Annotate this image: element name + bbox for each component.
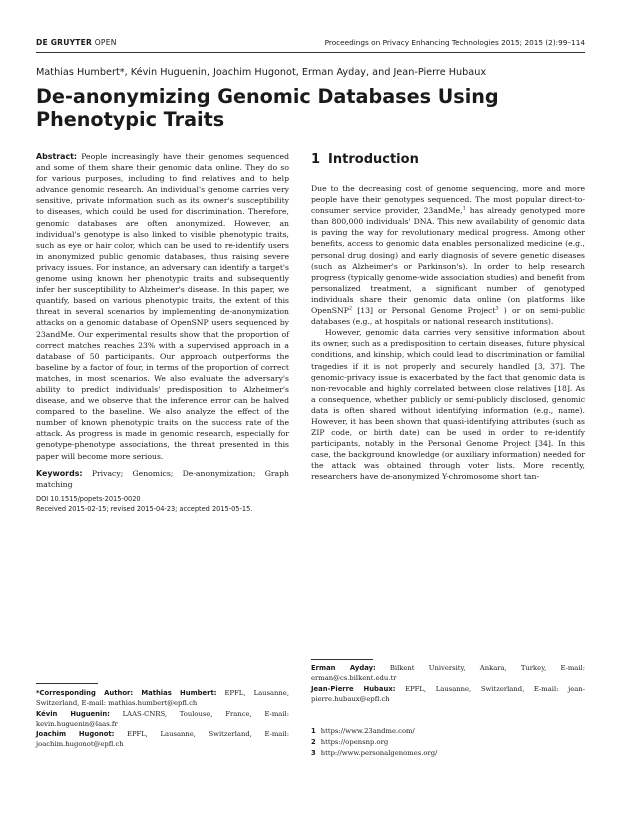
footnote-rule [311, 659, 373, 660]
received-dates: Received 2015-02-15; revised 2015-04-23; accepted 2015-05-15. [36, 505, 253, 514]
abstract-label: Abstract: [36, 152, 78, 161]
footnote-author-name: Kévin Huguenin: [36, 709, 110, 718]
footnote-rule [36, 683, 98, 684]
section-number: 1 [311, 152, 321, 167]
url-footnote-number: 2 [311, 738, 316, 746]
author-footnotes-right [311, 663, 585, 704]
publisher-logo: DE GRUYTER OPEN [36, 38, 117, 47]
abstract-text: People increasingly have their genomes sequenced and some of them share their genomic data online. They do so for various purposes, including to find relatives and to help advance genomic research. An individual's genome carries very sensitive, private information such as its owner's susceptibility to diseases, which could be used for discrimination. Therefore, genomic databases are often anonymized. However, an individual's genotype is also linked to visible phenotypic traits, such as eye or hair color, which can be used to re-identify users in anonymized public genomic databases, thus raising severe privacy issues. For instance, an adversary can identify a target's genome using known her phenotypic traits and subsequently infer her susceptibility to Alzheimer's disease. In this paper, we quantify, based on various phenotypic traits, the extent of this threat in several scenarios by implementing de-anonymization attacks on a genomic database of OpenSNP users sequenced by 23andMe. Our experimental results show that the proportion of correct matches reaches 23% with a supervised approach in a database of 50 participants. Our approach outperforms the baseline by a factor of four, in terms of the proportion of correct matches, in most scenarios. We also evaluate the adversary's ability to predict individuals' predisposition to Alzheimer's disease, and we observe that the inference error can be halved compared to the baseline. We also analyze the effect of the number of known phenotypic traits on the success rate of the attack. As progress is made in genomic research, especially for genotype-phenotype associations, the threat presented in this paper will become more serious. [36, 152, 289, 461]
url-link[interactable]: https://www.23andme.com/ [320, 727, 415, 735]
intro-text: ) or on semi-public databases (e.g., at hospitals or national research institutions). [311, 306, 585, 327]
header-rule [36, 52, 585, 53]
footnote-text: Bilkent University, Ankara, Turkey, E-mail: erman@cs.bilkent.edu.tr [311, 664, 585, 683]
keywords-text: Privacy; Genomics; De-anonymization; Graph matching [36, 468, 289, 489]
footnote-ref: 1 [462, 205, 466, 212]
url-link[interactable]: https://opensnp.org [320, 738, 389, 746]
footnote-author-name: Joachim Hugonot: [36, 730, 115, 739]
keywords [36, 468, 289, 490]
intro-text: has already genotyped more than 800,000 individuals' DNA. This new availability of genomic data is paving the way for revolutionary medical progress. Among other benefits, access to genomic data enables personalized medicine (e.g., personal drug dosing) and early diagnosis of severe genetic diseases (such as Alzheimer's or Parkinson's). In order to help research progress (typically genome-wide association studies) and benefit from personalized treatment, a significant number of genotyped individuals share their genomic data online (on platforms like OpenSNP [311, 206, 585, 316]
footnote-author-name: Erman Ayday: [311, 664, 376, 672]
intro-paragraph-1 [311, 183, 585, 327]
url-footnote [311, 748, 585, 759]
section-title: Introduction [328, 152, 419, 167]
url-footnote [311, 737, 585, 748]
intro-paragraph-2: However, genomic data carries very sensitive information about its owner, such as a predisposition to certain diseases, future physical conditions, and kinship, which could lead to discrimination or familial tragedies if it is not properly and securely handled [3, 37]. The genomic-privacy issue is exacerbated by the fact that genomic data is non-revocable and highly correlated between close relatives [18]. As a consequence, whether publicly or semi-publicly disclosed, genomic data is often shared without identifying information (e.g., name). However, it has been shown that quasi-identifying attributes (such as ZIP code, or birth date) can be used in order to re-identify participants, notably in the Personal Genome Project [34]. In this case, the background knowledge (or auxiliary information) needed for the attack was obtained through voter lists. More recently, researchers have de-anonymized Y-chromosome short tan- [311, 328, 585, 482]
doi: DOI 10.1515/popets-2015-0020 [36, 494, 141, 503]
paper-title: De-anonymizing Genomic Databases Using Phenotypic Traits [36, 85, 499, 131]
introduction-body [311, 183, 585, 483]
url-footnote-number: 1 [311, 727, 316, 735]
author-list: Mathias Humbert*, Kévin Huguenin, Joachim Hugonot, Erman Ayday, and Jean-Pierre Hubaux [36, 67, 487, 78]
footnote-ref: 3 [495, 305, 499, 312]
author-footnote [36, 688, 289, 709]
author-footnotes-left [36, 688, 289, 750]
footnote-author-name: *Corresponding Author: Mathias Humbert: [36, 689, 217, 697]
article-meta [36, 494, 289, 515]
left-column [36, 151, 289, 515]
url-link[interactable]: http://www.personalgenomes.org/ [320, 749, 438, 757]
intro-text: Due to the decreasing cost of genome sequencing, more and more people have their genotypes sequenced. The most popular direct-to-consumer service provider, 23andMe, [311, 184, 585, 216]
author-footnote [311, 684, 585, 705]
url-footnote-number: 3 [311, 749, 316, 757]
author-footnote [36, 729, 289, 750]
journal-info: Proceedings on Privacy Enhancing Technologies 2015; 2015 (2):99–114 [324, 38, 585, 47]
author-footnote [311, 663, 585, 684]
keywords-label: Keywords: [36, 468, 83, 478]
url-footnotes [311, 726, 585, 759]
abstract [36, 151, 289, 462]
section-heading [311, 152, 419, 167]
footnote-text: LAAS-CNRS, Toulouse, France, E-mail: kevin.huguenin@laas.fr [36, 709, 289, 728]
intro-text: [13] or Personal Genome Project [352, 306, 496, 316]
footnote-ref: 2 [348, 305, 353, 312]
footnote-text: EPFL, Lausanne, Switzerland, E-mail: joachim.hugonot@epfl.ch [36, 730, 289, 749]
author-footnote [36, 709, 289, 730]
footnote-author-name: Jean-Pierre Hubaux: [311, 684, 396, 693]
footnote-text: EPFL, Lausanne, Switzerland, E-mail: mathias.humbert@epfl.ch [36, 689, 289, 708]
footnote-text: EPFL, Lausanne, Switzerland, E-mail: jean-pierre.hubaux@epfl.ch [311, 684, 585, 703]
url-footnote [311, 726, 585, 737]
page-header [36, 38, 585, 50]
